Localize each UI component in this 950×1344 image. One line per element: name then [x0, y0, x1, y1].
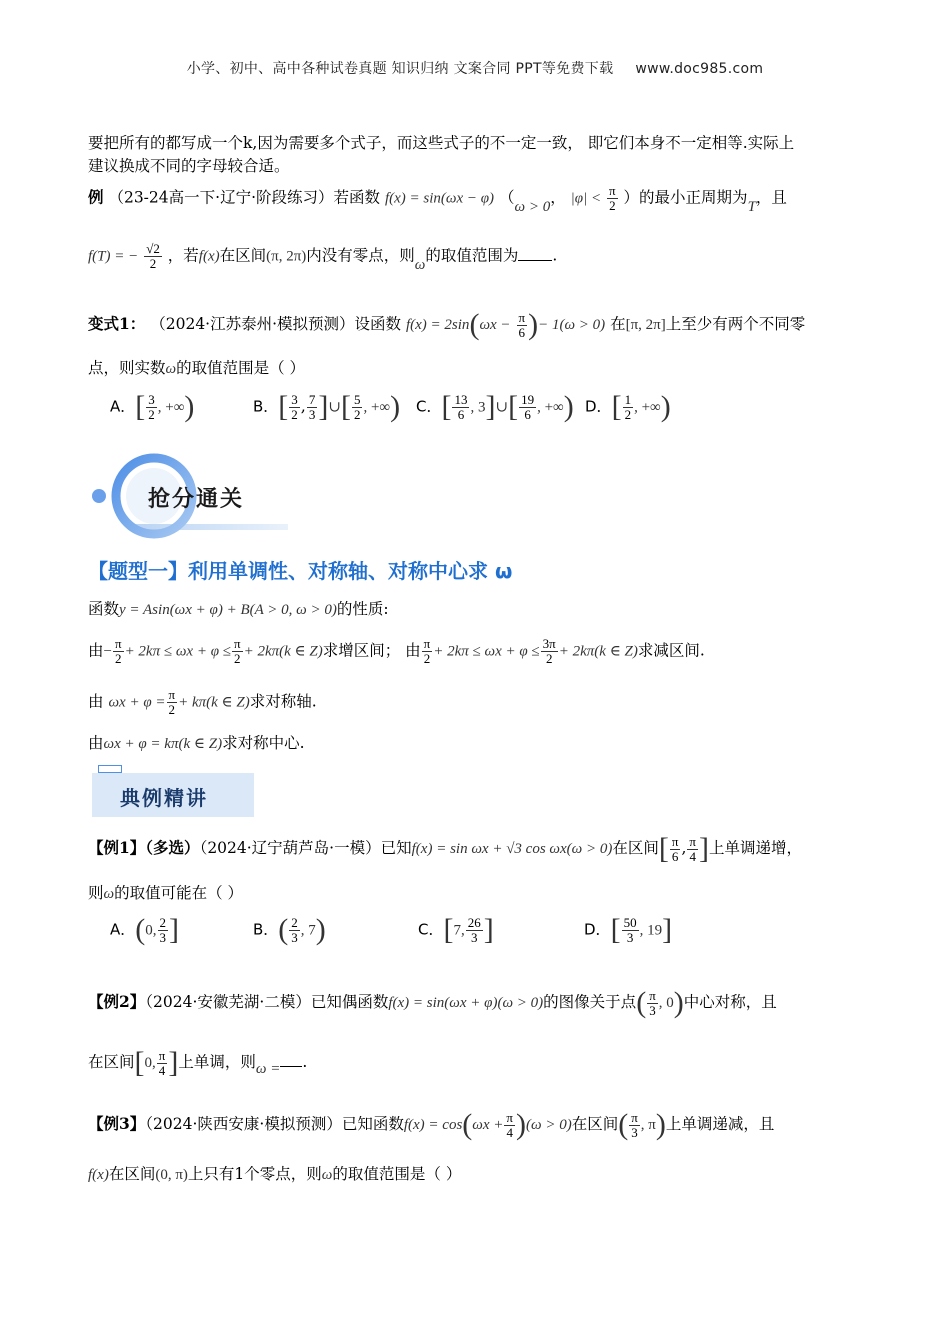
ex2-answer-blank[interactable]	[280, 1052, 302, 1067]
section1-line-3: 由 ωx + φ = $\frac{\pi}{2}$ + kπ(k ∈ Z)求对称轴.	[88, 687, 317, 717]
example0-line-1: 例 （23-24高一下·辽宁·阶段练习）若函数 f(x) = sin(ωx − φ) （ω > 0， |φ| < $\frac{\pi}{2}$ ）的最小正周期为T，且	[88, 183, 787, 215]
option-d[interactable]: D．[ $\frac{1}{2}$ , +∞)	[585, 390, 671, 423]
ex1-option-c[interactable]: C．[7, $\frac{26}{3}$ ]	[418, 913, 494, 946]
variant-label: 变式1：	[88, 314, 146, 333]
banner2-title: 典例精讲	[120, 786, 208, 810]
banner2-tab-icon	[98, 765, 122, 773]
ex3-line-1: 【例3】（2024·陕西安康·模拟预测）已知函数f(x) = cos(ωx + $\frac{\pi}{4}$ )(ω > 0)在区间( $\frac{\pi}{3}$ , π)上单调递减，且	[88, 1108, 775, 1141]
example0-line-2: f(T) = − $\frac{√2}{2}$ ，若f(x)在区间(π, 2π)内没有零点，则ω的取值范围为 .	[88, 241, 558, 273]
func-expr: f(x) = sin(ωx − φ)	[384, 190, 495, 207]
section1-line-1: 函数y = Asin(ωx + φ) + B(A > 0, ω > 0)的性质:	[88, 600, 389, 618]
answer-blank[interactable]	[518, 246, 552, 261]
section-title: 【题型一】利用单调性、对称轴、对称中心求 ω	[88, 559, 513, 583]
variant1-line-1: 变式1： （2024·江苏泰州·模拟预测）设函数 f(x) = 2sin(ωx − $\frac{\pi}{6}$ )− 1(ω > 0) 在[π, 2π]上至少有两个不同零	[88, 308, 806, 341]
ex1-line-2: 则ω的取值可能在（ ）	[88, 884, 244, 902]
ex3-line-2: f(x)在区间(0, π)上只有1个零点，则ω的取值范围是（ ）	[88, 1165, 462, 1183]
banner1-title: 抢分通关	[148, 487, 245, 512]
ex1-option-d[interactable]: D．[ $\frac{50}{3}$ , 19]	[584, 913, 673, 946]
option-a[interactable]: A．[ $\frac{3}{2}$ , +∞)	[110, 390, 195, 423]
banner-qiangfen	[88, 452, 298, 542]
intro-line-1: 要把所有的都写成一个k,因为需要多个式子，而这些式子的不一定一致， 即它们本身不一定相等.实际上	[88, 134, 795, 152]
ex2-line-2: 在区间[0, $\frac{\pi}{4}$ ]上单调，则ω = .	[88, 1046, 308, 1079]
page-header	[0, 58, 950, 78]
ex2-line-1: 【例2】（2024·安徽芜湖·二模）已知偶函数f(x) = sin(ωx + φ)(ω > 0)的图像关于点( $\frac{\pi}{3}$ , 0)中心对称，且	[88, 986, 777, 1019]
ex1-line-1: 【例1】（多选）（2024·辽宁葫芦岛·一模）已知f(x) = sin ωx + √3 cos ωx(ω > 0)在区间[ $\frac{\pi}{6}$ , $\frac{\pi}{4}$ ]上单调递增，	[88, 832, 802, 865]
variant1-line-2: 点，则实数ω的取值范围是（ ）	[88, 359, 306, 377]
example-label: 例	[88, 187, 104, 207]
option-b[interactable]: B．[ $\frac{3}{2}$ , $\frac{7}{3}$ ]∪[ $\frac{5}{2}$ , +∞)	[253, 390, 401, 423]
intro-line-2: 建议换成不同的字母较合适。	[88, 157, 290, 175]
ex1-option-a[interactable]: A．(0, $\frac{2}{3}$ ]	[110, 913, 180, 946]
option-c[interactable]: C．[ $\frac{13}{6}$ , 3]∪[ $\frac{19}{6}$ , +∞)	[416, 390, 574, 423]
header-url[interactable]: www.doc985.com	[635, 61, 764, 77]
header-text: 小学、初中、高中各种试卷真题 知识归纳 文案合同 PPT等免费下载	[186, 61, 614, 77]
ex1-option-b[interactable]: B．( $\frac{2}{3}$ , 7)	[253, 913, 326, 946]
section1-line-2: 由− $\frac{\pi}{2}$ + 2kπ ≤ ωx + φ ≤ $\frac{\pi}{2}$ + 2kπ(k ∈ Z)求增区间； 由 $\frac{\pi}{2}$ + 2kπ ≤ ωx + φ ≤ $\frac{3\pi}{2}$ + 2kπ(k ∈ Z)求减区间.	[88, 636, 705, 666]
banner-dianli	[92, 765, 254, 817]
section1-line-4: 由ωx + φ = kπ(k ∈ Z)求对称中心.	[88, 734, 305, 752]
